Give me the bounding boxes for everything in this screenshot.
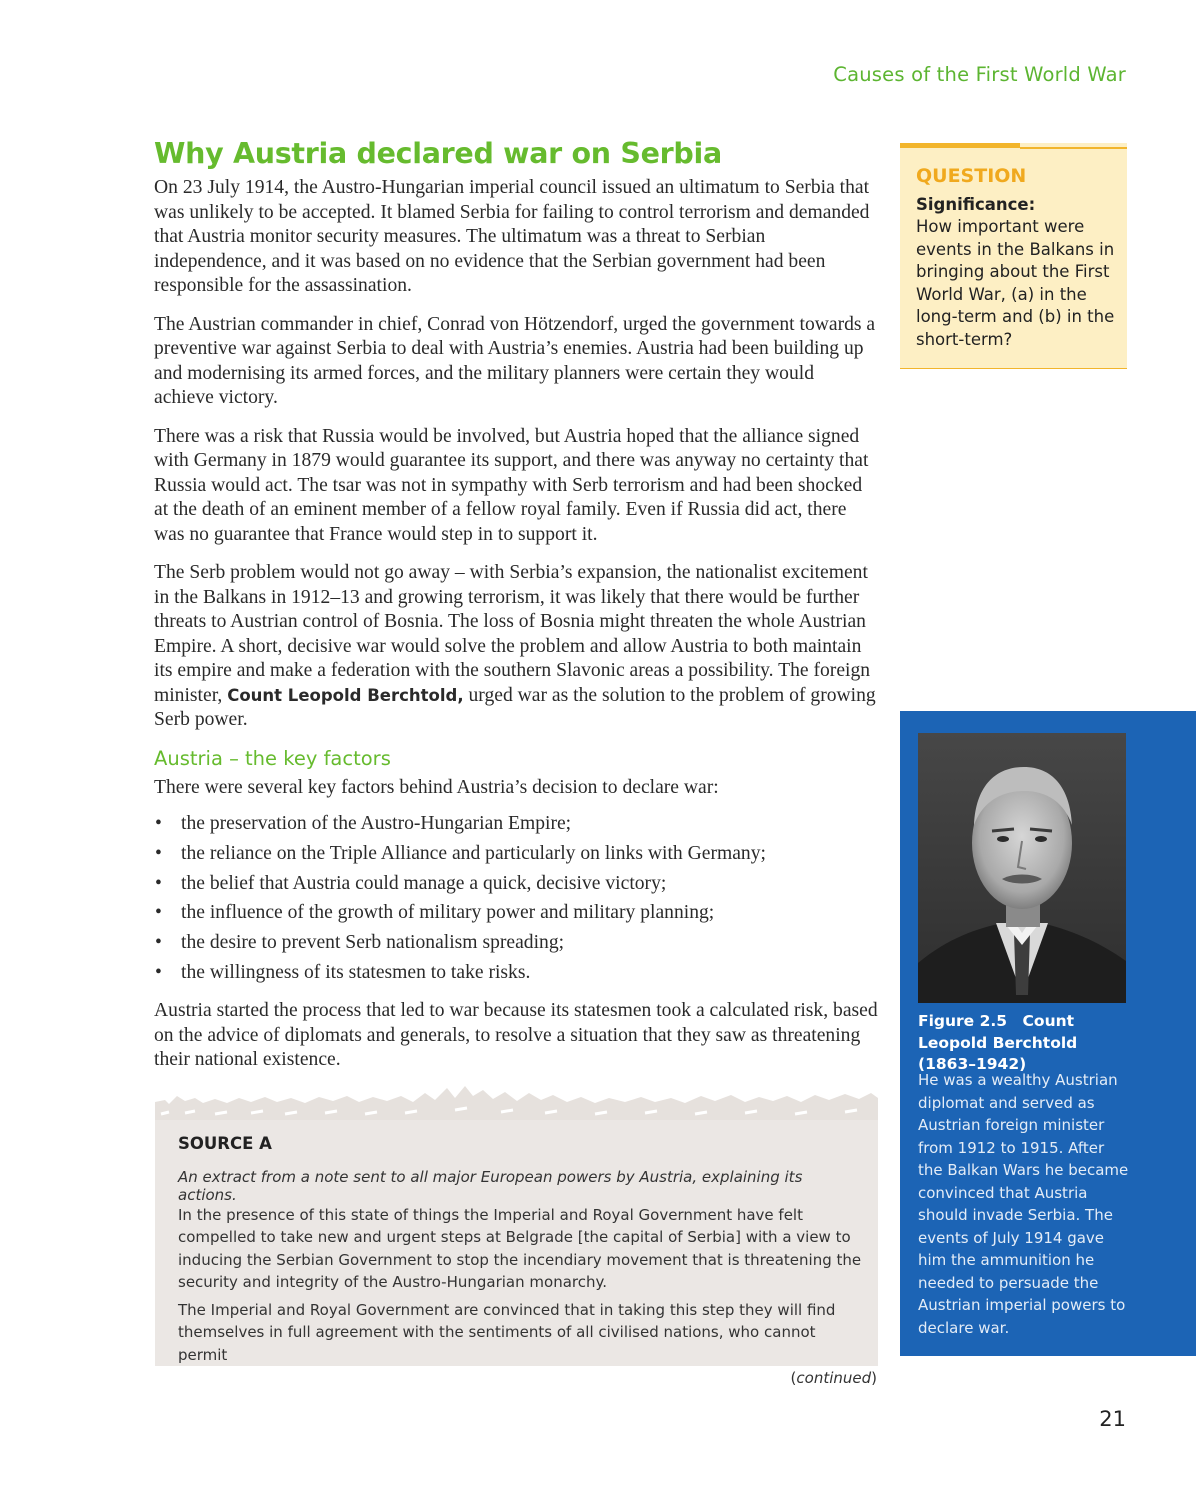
accent-bar xyxy=(900,143,1020,148)
figure-description: He was a wealthy Austrian diplomat and served as Austrian foreign minister from 1912 to 1915. After the Balkan Wars he became convinced that Austria should invade Serbia. The events of July 1914 gave him the ammunition he needed to persuade the Austrian imperial powers to declare war. xyxy=(918,1071,1129,1337)
question-label: Significance: xyxy=(916,195,1036,214)
paragraph-text: The Serb problem would not go away – with Serbia’s expansion, the nationalist excitement in the Balkans in 1912–13 and growing terrorism, it was likely that there would be further threats to Austrian control of Bosnia. The loss of Bosnia might threaten the whole Austrian Empire. A short, decisive war would solve the problem and allow Austria to both maintain its empire and make a federation with the southern Slavonic areas a possibility. The foreign minister, xyxy=(154,562,871,706)
paragraph-ultimatum: On 23 July 1914, the Austro-Hungarian imperial council issued an ultimatum to Serbia that was unlikely to be accepted. It blamed Serbia for failing to control terrorism and demanded that Austria monitor security measures. The ultimatum was a threat to Serbian independence, and it was based on no evidence that the Serbian government had been responsible for the assassination. xyxy=(154,177,870,296)
factors-intro: There were several key factors behind Austria’s decision to declare war: xyxy=(154,776,719,798)
paragraph-text: urged war as the solution to the problem of growing Serb power. xyxy=(154,684,876,730)
list-item: • the willingness of its statesmen to take risks. xyxy=(154,961,878,986)
paragraph-conclusion: Austria started the process that led to war because its statesmen took a calculated risk, based on the advice of diplomats and generals, to resolve a situation that they saw as threatening their national existence. xyxy=(154,1000,878,1071)
section-heading: Why Austria declared war on Serbia xyxy=(154,137,722,170)
question-text: How important were events in the Balkans in bringing about the First World War, (a) in the long-term and (b) in the short-term? xyxy=(916,217,1115,349)
key-term-berchtold: Count Leopold Berchtold, xyxy=(227,685,464,705)
running-head: Causes of the First World War xyxy=(833,63,1126,86)
question-title: QUESTION xyxy=(916,165,1027,187)
paragraph-serb-problem xyxy=(154,561,878,733)
source-text: The Imperial and Royal Government are convinced that in taking this step they will find themselves in full agreement with the sentiments of all civilised nations, who cannot permit xyxy=(178,1301,836,1364)
page-number: 21 xyxy=(1099,1407,1126,1431)
question-box xyxy=(900,143,1127,369)
factors-list xyxy=(154,812,878,985)
list-item: • the desire to prevent Serb nationalism spreading; xyxy=(154,931,878,956)
source-intro: An extract from a note sent to all major European powers by Austria, explaining its actions. xyxy=(178,1168,803,1204)
list-item: • the influence of the growth of military power and military planning; xyxy=(154,901,878,926)
list-item: • the preservation of the Austro-Hungarian Empire; xyxy=(154,812,878,837)
paragraph-russia: There was a risk that Russia would be involved, but Austria hoped that the alliance signed with Germany in 1879 would guarantee its support, and there was anyway no certainty that Russia would act. The tsar was not in sympathy with Serb terrorism and had been shocked at the death of an eminent member of a fellow royal family. Even if Russia did act, there was no guarantee that France would step in to support it. xyxy=(154,425,869,545)
paragraph-conrad: The Austrian commander in chief, Conrad von Hötzendorf, urged the government towards a preventive war against Serbia to deal with Austria’s enemies. Austria had been building up and modernising its armed forces, and the military planners were certain they would achieve victory. xyxy=(154,313,876,408)
portrait-illustration xyxy=(918,733,1126,1003)
subheading-key-factors: Austria – the key factors xyxy=(154,746,391,770)
portrait-photo xyxy=(918,733,1126,1003)
continued-label: continued xyxy=(796,1369,872,1387)
source-a-box xyxy=(155,1084,878,1366)
accent-rule-bottom xyxy=(900,368,1127,370)
torn-edge-decoration xyxy=(155,1084,878,1124)
main-content xyxy=(154,137,878,1087)
list-item: • the reliance on the Triple Alliance and particularly on links with Germany; xyxy=(154,842,878,867)
continued-note: (continued) xyxy=(790,1369,877,1387)
source-panel xyxy=(155,1120,878,1366)
source-label: SOURCE A xyxy=(178,1134,272,1153)
figure-panel xyxy=(900,711,1196,1356)
accent-rule xyxy=(1020,147,1127,149)
list-item: • the belief that Austria could manage a quick, decisive victory; xyxy=(154,872,878,897)
figure-caption: Figure 2.5 Count Leopold Berchtold (1863–1942) xyxy=(918,1012,1078,1073)
source-text: In the presence of this state of things the Imperial and Royal Government have felt compelled to take new and urgent steps at Belgrade [the capital of Serbia] with a view to inducing the Serbian Government to stop the incendiary movement that is threatening the security and integrity of the Austro-Hungarian monarchy. xyxy=(178,1206,862,1292)
